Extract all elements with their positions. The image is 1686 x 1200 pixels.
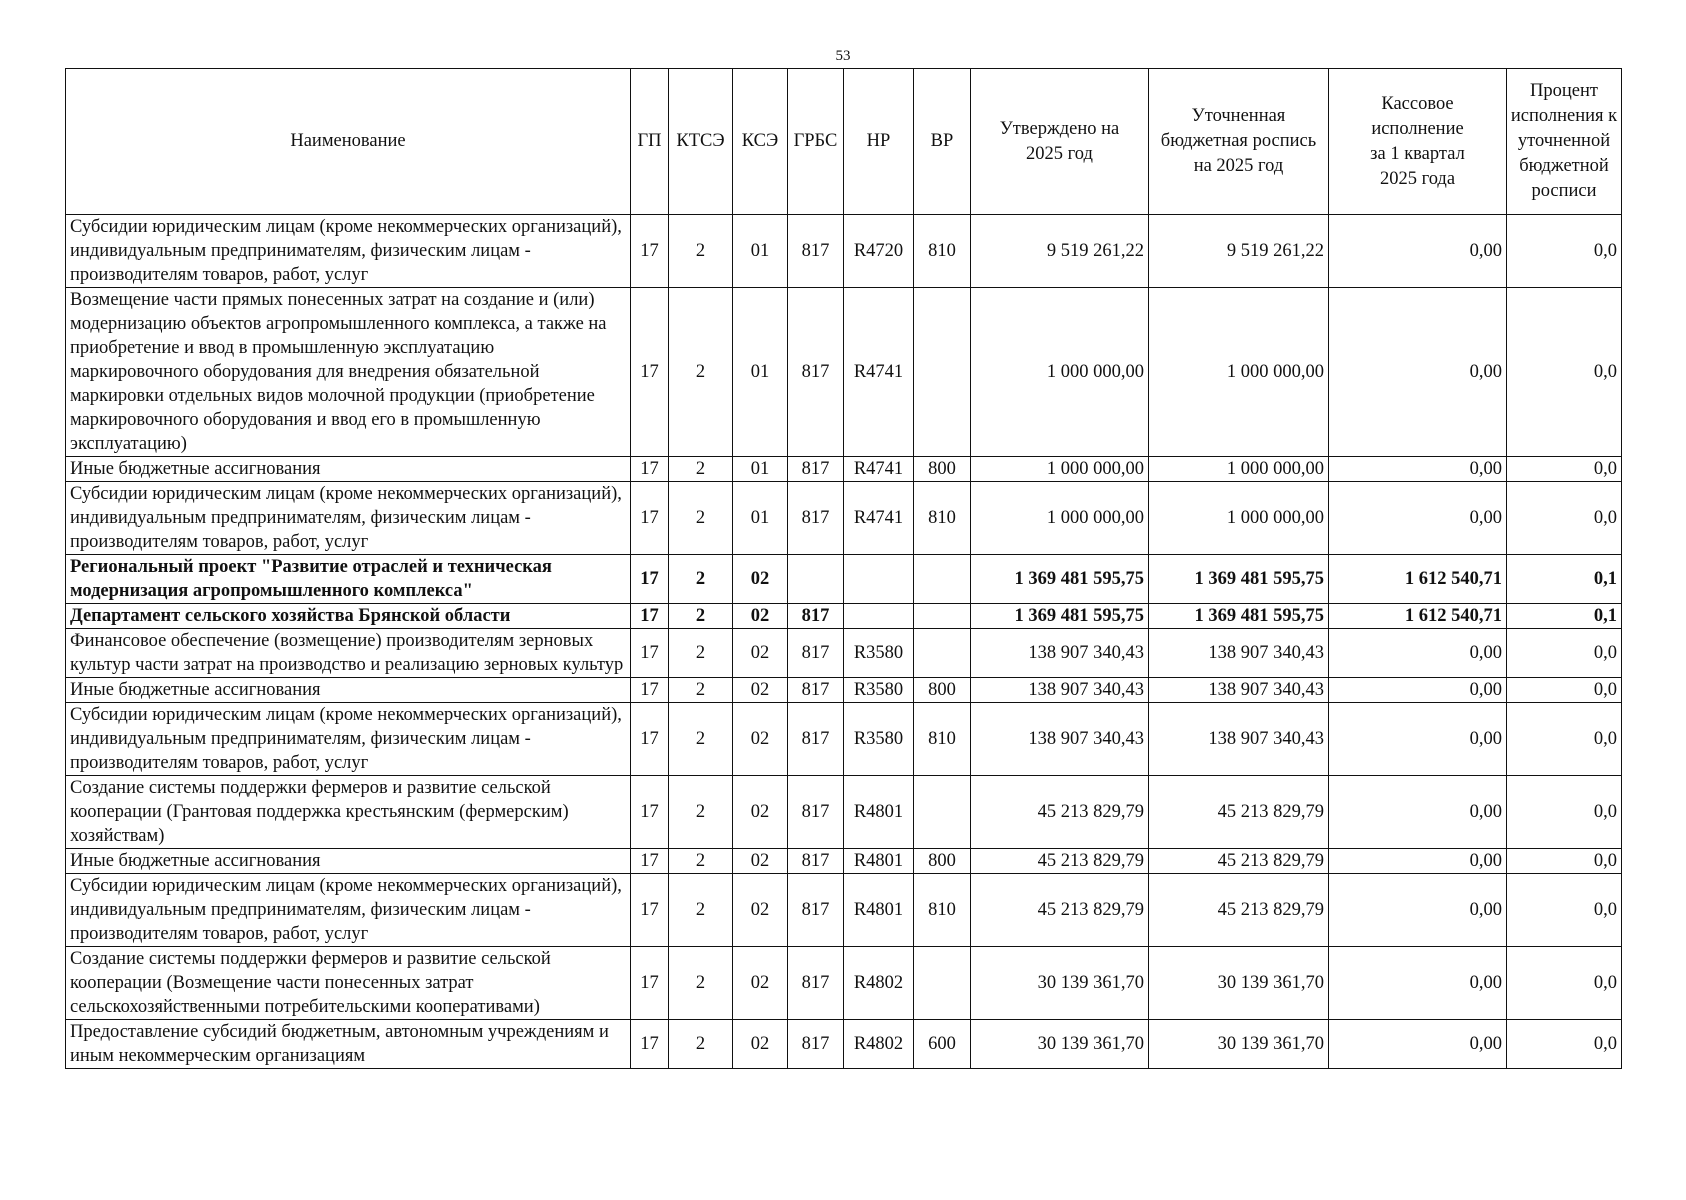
cell-refined: 45 213 829,79 — [1149, 776, 1329, 849]
cell-np: R4801 — [844, 874, 914, 947]
cell-ktse: 2 — [669, 215, 733, 288]
cell-approved: 30 139 361,70 — [971, 947, 1149, 1020]
cell-kse: 01 — [733, 288, 788, 457]
cell-percent: 0,0 — [1507, 678, 1622, 703]
cell-ktse: 2 — [669, 555, 733, 604]
cell-grbs: 817 — [788, 947, 844, 1020]
cell-name: Иные бюджетные ассигнования — [66, 849, 631, 874]
cell-refined: 9 519 261,22 — [1149, 215, 1329, 288]
cell-cash: 0,00 — [1329, 776, 1507, 849]
cell-cash: 0,00 — [1329, 678, 1507, 703]
cell-percent: 0,1 — [1507, 604, 1622, 629]
cell-percent: 0,0 — [1507, 215, 1622, 288]
cell-approved: 45 213 829,79 — [971, 874, 1149, 947]
header-name: Наименование — [66, 69, 631, 215]
cell-name: Субсидии юридическим лицам (кроме некоммерческих организаций), индивидуальным предпринимателям, физическим лицам - производителям товаров, работ, услуг — [66, 874, 631, 947]
cell-approved: 9 519 261,22 — [971, 215, 1149, 288]
cell-vr: 810 — [914, 874, 971, 947]
cell-gp: 17 — [631, 215, 669, 288]
cell-percent: 0,0 — [1507, 874, 1622, 947]
cell-vr — [914, 629, 971, 678]
header-kse: КСЭ — [733, 69, 788, 215]
table-row — [66, 1020, 1622, 1069]
page-number: 53 — [835, 48, 851, 64]
cell-ktse: 2 — [669, 874, 733, 947]
table-row — [66, 849, 1622, 874]
cell-vr: 810 — [914, 482, 971, 555]
cell-kse: 02 — [733, 604, 788, 629]
cell-np: R4720 — [844, 215, 914, 288]
table-row — [66, 629, 1622, 678]
cell-gp: 17 — [631, 604, 669, 629]
cell-kse: 02 — [733, 776, 788, 849]
header-ktse: КТСЭ — [669, 69, 733, 215]
cell-name: Департамент сельского хозяйства Брянской области — [66, 604, 631, 629]
cell-ktse: 2 — [669, 849, 733, 874]
cell-name: Финансовое обеспечение (возмещение) производителям зерновых культур части затрат на производство и реализацию зерновых культур — [66, 629, 631, 678]
table-row — [66, 555, 1622, 604]
cell-approved: 138 907 340,43 — [971, 629, 1149, 678]
cell-grbs: 817 — [788, 629, 844, 678]
cell-refined: 45 213 829,79 — [1149, 874, 1329, 947]
cell-vr — [914, 947, 971, 1020]
cell-kse: 02 — [733, 678, 788, 703]
cell-refined: 138 907 340,43 — [1149, 703, 1329, 776]
cell-grbs: 817 — [788, 457, 844, 482]
cell-cash: 0,00 — [1329, 482, 1507, 555]
cell-vr: 800 — [914, 678, 971, 703]
cell-gp: 17 — [631, 947, 669, 1020]
cell-approved: 45 213 829,79 — [971, 849, 1149, 874]
table-row — [66, 703, 1622, 776]
cell-approved: 1 369 481 595,75 — [971, 555, 1149, 604]
cell-grbs: 817 — [788, 678, 844, 703]
cell-name: Предоставление субсидий бюджетным, автономным учреждениям и иным некоммерческим организациям — [66, 1020, 631, 1069]
cell-percent: 0,0 — [1507, 288, 1622, 457]
cell-percent: 0,0 — [1507, 776, 1622, 849]
cell-ktse: 2 — [669, 629, 733, 678]
cell-vr — [914, 555, 971, 604]
cell-np: R4801 — [844, 776, 914, 849]
cell-np: R4802 — [844, 1020, 914, 1069]
cell-approved: 1 000 000,00 — [971, 288, 1149, 457]
cell-gp: 17 — [631, 776, 669, 849]
cell-gp: 17 — [631, 629, 669, 678]
cell-gp: 17 — [631, 1020, 669, 1069]
cell-grbs: 817 — [788, 604, 844, 629]
table-row — [66, 678, 1622, 703]
cell-percent: 0,1 — [1507, 555, 1622, 604]
cell-np: R3580 — [844, 629, 914, 678]
cell-cash: 0,00 — [1329, 703, 1507, 776]
cell-ktse: 2 — [669, 678, 733, 703]
cell-name: Субсидии юридическим лицам (кроме некоммерческих организаций), индивидуальным предпринимателям, физическим лицам - производителям товаров, работ, услуг — [66, 215, 631, 288]
cell-ktse: 2 — [669, 457, 733, 482]
cell-grbs: 817 — [788, 215, 844, 288]
table-row — [66, 482, 1622, 555]
cell-percent: 0,0 — [1507, 1020, 1622, 1069]
cell-np — [844, 555, 914, 604]
header-np: НР — [844, 69, 914, 215]
cell-ktse: 2 — [669, 482, 733, 555]
cell-refined: 1 000 000,00 — [1149, 482, 1329, 555]
cell-gp: 17 — [631, 457, 669, 482]
cell-approved: 1 000 000,00 — [971, 482, 1149, 555]
cell-refined: 45 213 829,79 — [1149, 849, 1329, 874]
header-cash: Кассовое исполнение за 1 квартал 2025 года — [1329, 69, 1507, 215]
cell-cash: 0,00 — [1329, 1020, 1507, 1069]
header-vr: ВР — [914, 69, 971, 215]
cell-grbs: 817 — [788, 776, 844, 849]
cell-gp: 17 — [631, 678, 669, 703]
cell-approved: 138 907 340,43 — [971, 678, 1149, 703]
cell-gp: 17 — [631, 288, 669, 457]
cell-percent: 0,0 — [1507, 849, 1622, 874]
cell-name: Региональный проект "Развитие отраслей и техническая модернизация агропромышленного комплекса" — [66, 555, 631, 604]
cell-grbs: 817 — [788, 874, 844, 947]
cell-np: R4741 — [844, 482, 914, 555]
cell-gp: 17 — [631, 555, 669, 604]
cell-kse: 02 — [733, 555, 788, 604]
cell-cash: 0,00 — [1329, 457, 1507, 482]
cell-ktse: 2 — [669, 288, 733, 457]
cell-vr: 810 — [914, 215, 971, 288]
header-refined: Уточненная бюджетная роспись на 2025 год — [1149, 69, 1329, 215]
cell-ktse: 2 — [669, 1020, 733, 1069]
cell-gp: 17 — [631, 482, 669, 555]
cell-cash: 0,00 — [1329, 215, 1507, 288]
cell-name: Создание системы поддержки фермеров и развитие сельской кооперации (Грантовая поддержка крестьянским (фермерским) хозяйствам) — [66, 776, 631, 849]
table-body — [66, 215, 1622, 1069]
table-row — [66, 947, 1622, 1020]
cell-kse: 02 — [733, 874, 788, 947]
cell-grbs: 817 — [788, 849, 844, 874]
cell-approved: 138 907 340,43 — [971, 703, 1149, 776]
cell-ktse: 2 — [669, 947, 733, 1020]
header-approved: Утверждено на 2025 год — [971, 69, 1149, 215]
cell-np — [844, 604, 914, 629]
cell-name: Возмещение части прямых понесенных затрат на создание и (или) модернизацию объектов агропромышленного комплекса, а также на приобретение и ввод в промышленную эксплуатацию маркировочного оборудования для внедрения обязательной маркировки отдельных видов молочной продукции (приобретение маркировочного оборудования и ввод его в промышленную эксплуатацию) — [66, 288, 631, 457]
cell-kse: 01 — [733, 457, 788, 482]
cell-grbs: 817 — [788, 1020, 844, 1069]
cell-approved: 45 213 829,79 — [971, 776, 1149, 849]
cell-refined: 1 369 481 595,75 — [1149, 555, 1329, 604]
cell-kse: 02 — [733, 947, 788, 1020]
cell-kse: 01 — [733, 482, 788, 555]
cell-np: R4801 — [844, 849, 914, 874]
table-row — [66, 776, 1622, 849]
cell-vr: 600 — [914, 1020, 971, 1069]
table-row — [66, 457, 1622, 482]
cell-name: Создание системы поддержки фермеров и развитие сельской кооперации (Возмещение части понесенных затрат сельскохозяйственными потребительскими кооперативами) — [66, 947, 631, 1020]
cell-cash: 1 612 540,71 — [1329, 555, 1507, 604]
cell-gp: 17 — [631, 874, 669, 947]
cell-grbs: 817 — [788, 288, 844, 457]
header-grbs: ГРБС — [788, 69, 844, 215]
cell-refined: 1 000 000,00 — [1149, 288, 1329, 457]
cell-refined: 1 000 000,00 — [1149, 457, 1329, 482]
table-row — [66, 874, 1622, 947]
cell-vr: 800 — [914, 457, 971, 482]
cell-kse: 02 — [733, 849, 788, 874]
budget-table — [65, 68, 1622, 1069]
cell-np: R4741 — [844, 457, 914, 482]
cell-cash: 0,00 — [1329, 947, 1507, 1020]
cell-cash: 0,00 — [1329, 629, 1507, 678]
table-row — [66, 604, 1622, 629]
table-row — [66, 215, 1622, 288]
cell-name: Иные бюджетные ассигнования — [66, 678, 631, 703]
header-gp: ГП — [631, 69, 669, 215]
cell-refined: 138 907 340,43 — [1149, 678, 1329, 703]
cell-gp: 17 — [631, 849, 669, 874]
cell-np: R4802 — [844, 947, 914, 1020]
cell-cash: 1 612 540,71 — [1329, 604, 1507, 629]
cell-refined: 30 139 361,70 — [1149, 947, 1329, 1020]
cell-percent: 0,0 — [1507, 947, 1622, 1020]
cell-ktse: 2 — [669, 703, 733, 776]
cell-approved: 1 369 481 595,75 — [971, 604, 1149, 629]
table-row — [66, 288, 1622, 457]
cell-kse: 01 — [733, 215, 788, 288]
cell-vr — [914, 604, 971, 629]
cell-percent: 0,0 — [1507, 703, 1622, 776]
cell-grbs — [788, 555, 844, 604]
cell-name: Иные бюджетные ассигнования — [66, 457, 631, 482]
cell-cash: 0,00 — [1329, 849, 1507, 874]
cell-kse: 02 — [733, 703, 788, 776]
cell-np: R3580 — [844, 678, 914, 703]
cell-refined: 1 369 481 595,75 — [1149, 604, 1329, 629]
cell-name: Субсидии юридическим лицам (кроме некоммерческих организаций), индивидуальным предпринимателям, физическим лицам - производителям товаров, работ, услуг — [66, 482, 631, 555]
cell-kse: 02 — [733, 1020, 788, 1069]
cell-vr — [914, 776, 971, 849]
cell-percent: 0,0 — [1507, 629, 1622, 678]
cell-cash: 0,00 — [1329, 874, 1507, 947]
cell-approved: 30 139 361,70 — [971, 1020, 1149, 1069]
cell-cash: 0,00 — [1329, 288, 1507, 457]
cell-vr: 810 — [914, 703, 971, 776]
cell-approved: 1 000 000,00 — [971, 457, 1149, 482]
header-percent: Процент исполнения к уточненной бюджетной росписи — [1507, 69, 1622, 215]
cell-grbs: 817 — [788, 703, 844, 776]
cell-percent: 0,0 — [1507, 482, 1622, 555]
cell-percent: 0,0 — [1507, 457, 1622, 482]
cell-gp: 17 — [631, 703, 669, 776]
cell-np: R4741 — [844, 288, 914, 457]
cell-refined: 30 139 361,70 — [1149, 1020, 1329, 1069]
cell-grbs: 817 — [788, 482, 844, 555]
cell-vr: 800 — [914, 849, 971, 874]
cell-ktse: 2 — [669, 776, 733, 849]
cell-vr — [914, 288, 971, 457]
cell-np: R3580 — [844, 703, 914, 776]
cell-name: Субсидии юридическим лицам (кроме некоммерческих организаций), индивидуальным предпринимателям, физическим лицам - производителям товаров, работ, услуг — [66, 703, 631, 776]
cell-kse: 02 — [733, 629, 788, 678]
cell-refined: 138 907 340,43 — [1149, 629, 1329, 678]
cell-ktse: 2 — [669, 604, 733, 629]
header-row — [66, 69, 1622, 215]
